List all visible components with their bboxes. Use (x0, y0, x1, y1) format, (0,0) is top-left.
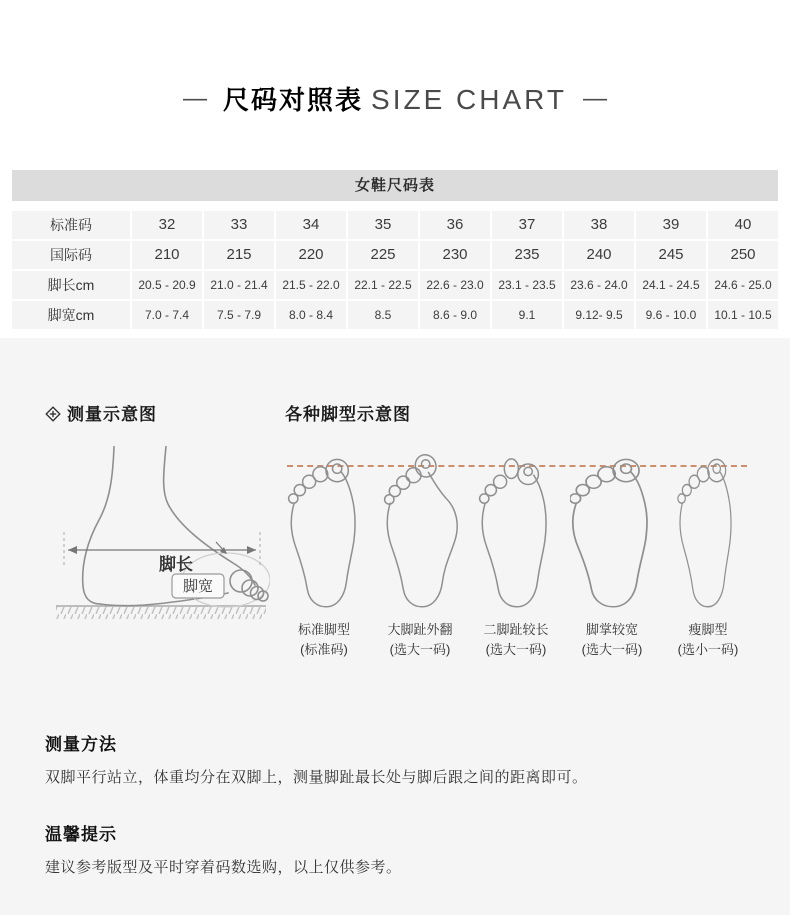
table-cell: 9.1 (492, 301, 562, 329)
foot-figure-standard (283, 452, 367, 616)
table-cell: 8.0 - 8.4 (276, 301, 346, 329)
foot-type-name: 瘦脚型 (688, 622, 728, 637)
foot-types-section-title: 各种脚型示意图 (285, 405, 411, 424)
table-cell: 33 (204, 211, 274, 239)
table-cell: 38 (564, 211, 634, 239)
table-cell: 22.6 - 23.0 (420, 271, 490, 299)
diamond-plus-icon (45, 406, 61, 422)
foot-type-name: 脚掌较宽 (585, 622, 638, 637)
table-cell: 230 (420, 241, 490, 269)
table-cell: 21.0 - 21.4 (204, 271, 274, 299)
title-chinese: 尺码对照表 (223, 85, 364, 115)
foot-figure-wide (570, 452, 654, 616)
size-table-grid (12, 211, 778, 329)
measure-section-title (45, 400, 157, 425)
foot-figure-slim (665, 452, 749, 616)
foot-type-note: (选大一码) (485, 642, 547, 657)
table-cell: 250 (708, 241, 778, 269)
table-cell: 10.1 - 10.5 (708, 301, 778, 329)
diagram-panel (0, 338, 790, 915)
tips-section-body: 建议参考版型及平时穿着码数选购，以上仅供参考。 (45, 859, 402, 876)
table-cell: 220 (276, 241, 346, 269)
tips-section-title: 温馨提示 (45, 825, 117, 844)
title-dash-left: — (183, 85, 208, 112)
table-cell: 34 (276, 211, 346, 239)
foot-caption (373, 620, 467, 660)
table-cell: 24.1 - 24.5 (636, 271, 706, 299)
table-cell: 32 (132, 211, 202, 239)
row-label-foot-length: 脚长cm (12, 271, 130, 299)
table-cell: 8.5 (348, 301, 418, 329)
table-cell: 22.1 - 22.5 (348, 271, 418, 299)
table-cell: 36 (420, 211, 490, 239)
table-cell: 24.6 - 25.0 (708, 271, 778, 299)
table-cell: 245 (636, 241, 706, 269)
table-cell: 8.6 - 9.0 (420, 301, 490, 329)
size-table (12, 170, 778, 329)
row-label-intl-size: 国际码 (12, 241, 130, 269)
foot-caption (661, 620, 755, 660)
foot-length-label: 脚长 (159, 555, 193, 574)
foot-type-name: 大脚趾外翻 (387, 622, 453, 637)
method-section-title: 测量方法 (45, 735, 117, 754)
row-label-standard-size: 标准码 (12, 211, 130, 239)
table-cell: 40 (708, 211, 778, 239)
table-cell: 215 (204, 241, 274, 269)
foot-type-name: 二脚趾较长 (483, 622, 549, 637)
foot-type-note: (选小一码) (677, 642, 739, 657)
table-cell: 240 (564, 241, 634, 269)
foot-figure-long-second-toe (474, 452, 558, 616)
method-section-body: 双脚平行站立，体重均分在双脚上，测量脚趾最长处与脚后跟之间的距离即可。 (45, 769, 588, 786)
size-table-caption: 女鞋尺码表 (12, 170, 778, 201)
table-cell: 9.12- 9.5 (564, 301, 634, 329)
page-title (0, 0, 790, 117)
title-dash-right: — (582, 85, 607, 112)
foot-type-note: (选大一码) (581, 642, 643, 657)
foot-caption (469, 620, 563, 660)
foot-caption (277, 620, 371, 660)
table-cell: 7.0 - 7.4 (132, 301, 202, 329)
table-cell: 39 (636, 211, 706, 239)
foot-width-label: 脚宽 (182, 578, 214, 595)
table-cell: 37 (492, 211, 562, 239)
row-label-foot-width: 脚宽cm (12, 301, 130, 329)
table-cell: 23.1 - 23.5 (492, 271, 562, 299)
foot-types-captions (277, 620, 755, 660)
foot-type-name: 标准脚型 (297, 622, 350, 637)
table-cell: 23.6 - 24.0 (564, 271, 634, 299)
table-cell: 235 (492, 241, 562, 269)
table-cell: 35 (348, 211, 418, 239)
measure-section-label: 测量示意图 (67, 405, 157, 424)
table-cell: 21.5 - 22.0 (276, 271, 346, 299)
title-english: SIZE CHART (371, 84, 567, 115)
table-cell: 20.5 - 20.9 (132, 271, 202, 299)
foot-figure-bunion (379, 452, 463, 616)
table-cell: 210 (132, 241, 202, 269)
foot-type-note: (选大一码) (389, 642, 451, 657)
foot-caption (565, 620, 659, 660)
foot-side-view-diagram (38, 446, 270, 624)
table-cell: 7.5 - 7.9 (204, 301, 274, 329)
foot-types-figures (283, 452, 749, 616)
foot-type-note: (标准码) (300, 642, 348, 657)
table-cell: 9.6 - 10.0 (636, 301, 706, 329)
table-cell: 225 (348, 241, 418, 269)
